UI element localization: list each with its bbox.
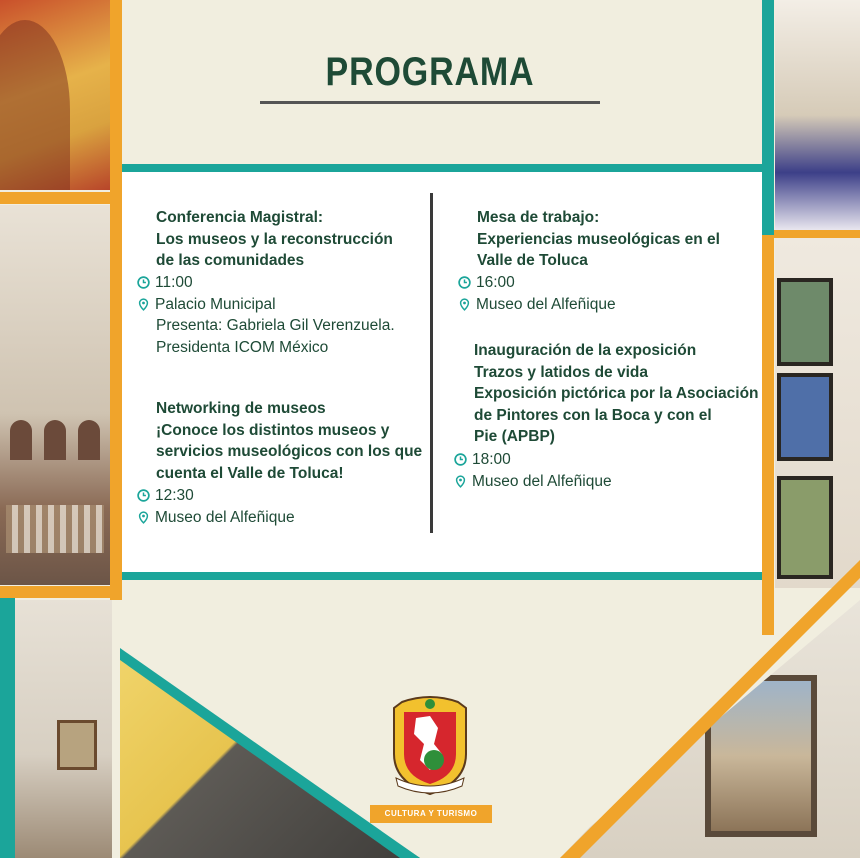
- event-title-line: Los museos y la reconstrucción: [156, 230, 393, 248]
- event-title-line: de las comunidades: [156, 252, 305, 269]
- event-presenter: Presenta: Gabriela Gil Verenzuela.: [156, 317, 395, 334]
- clock-icon: [137, 489, 150, 502]
- event-presenter-role: Presidenta ICOM México: [156, 338, 329, 356]
- event-title-line: Inauguración de la exposición: [474, 342, 697, 359]
- card-top-border: [122, 164, 762, 172]
- card-bottom-border: [122, 572, 762, 580]
- event-title-line: cuenta el Valle de Toluca!: [156, 464, 344, 482]
- event-title-line: Networking de museos: [156, 400, 326, 417]
- column-divider: [430, 193, 433, 533]
- cultura-turismo-badge: CULTURA Y TURISMO: [370, 805, 492, 823]
- event-conferencia-details: [137, 272, 395, 358]
- location-pin-icon: [137, 511, 150, 524]
- event-title-line: Valle de Toluca: [477, 252, 588, 269]
- event-networking: [156, 398, 422, 484]
- event-mesa-trabajo-details: [458, 272, 616, 315]
- toluca-coat-of-arms-logo: [386, 694, 474, 799]
- event-place: Museo del Alfeñique: [472, 472, 612, 490]
- event-time: 12:30: [155, 487, 194, 504]
- title-underline: [260, 101, 600, 104]
- event-title-line: Trazos y latidos de vida: [474, 363, 649, 381]
- event-inauguracion: [474, 340, 759, 448]
- event-title-line: Conferencia Magistral:: [156, 209, 324, 226]
- event-place: Museo del Alfeñique: [476, 295, 616, 313]
- clock-icon: [458, 276, 471, 289]
- event-title-line: Mesa de trabajo:: [477, 209, 600, 226]
- location-pin-icon: [458, 298, 471, 311]
- event-time: 11:00: [155, 274, 193, 291]
- event-title-line: Exposición pictórica por la Asociación: [474, 385, 759, 402]
- event-place: Palacio Municipal: [155, 295, 276, 313]
- page-title: PROGRAMA: [325, 50, 535, 94]
- event-time: 18:00: [472, 451, 511, 468]
- clock-icon: [137, 276, 150, 289]
- event-title-line: servicios museológicos con los que: [156, 443, 423, 460]
- event-title-line: Pie (APBP): [474, 428, 555, 445]
- location-pin-icon: [454, 475, 467, 488]
- event-title-line: de Pintores con la Boca y con el: [474, 406, 712, 424]
- event-title-line: ¡Conoce los distintos museos y: [156, 421, 390, 439]
- event-title-line: Experiencias museológicas en el: [477, 230, 720, 248]
- event-conferencia: [156, 207, 393, 272]
- event-networking-details: [137, 485, 295, 528]
- event-mesa-trabajo: [477, 207, 720, 272]
- clock-icon: [454, 453, 467, 466]
- event-time: 16:00: [476, 274, 515, 291]
- location-pin-icon: [137, 298, 150, 311]
- event-inauguracion-details: [454, 449, 612, 492]
- event-place: Museo del Alfeñique: [155, 508, 295, 526]
